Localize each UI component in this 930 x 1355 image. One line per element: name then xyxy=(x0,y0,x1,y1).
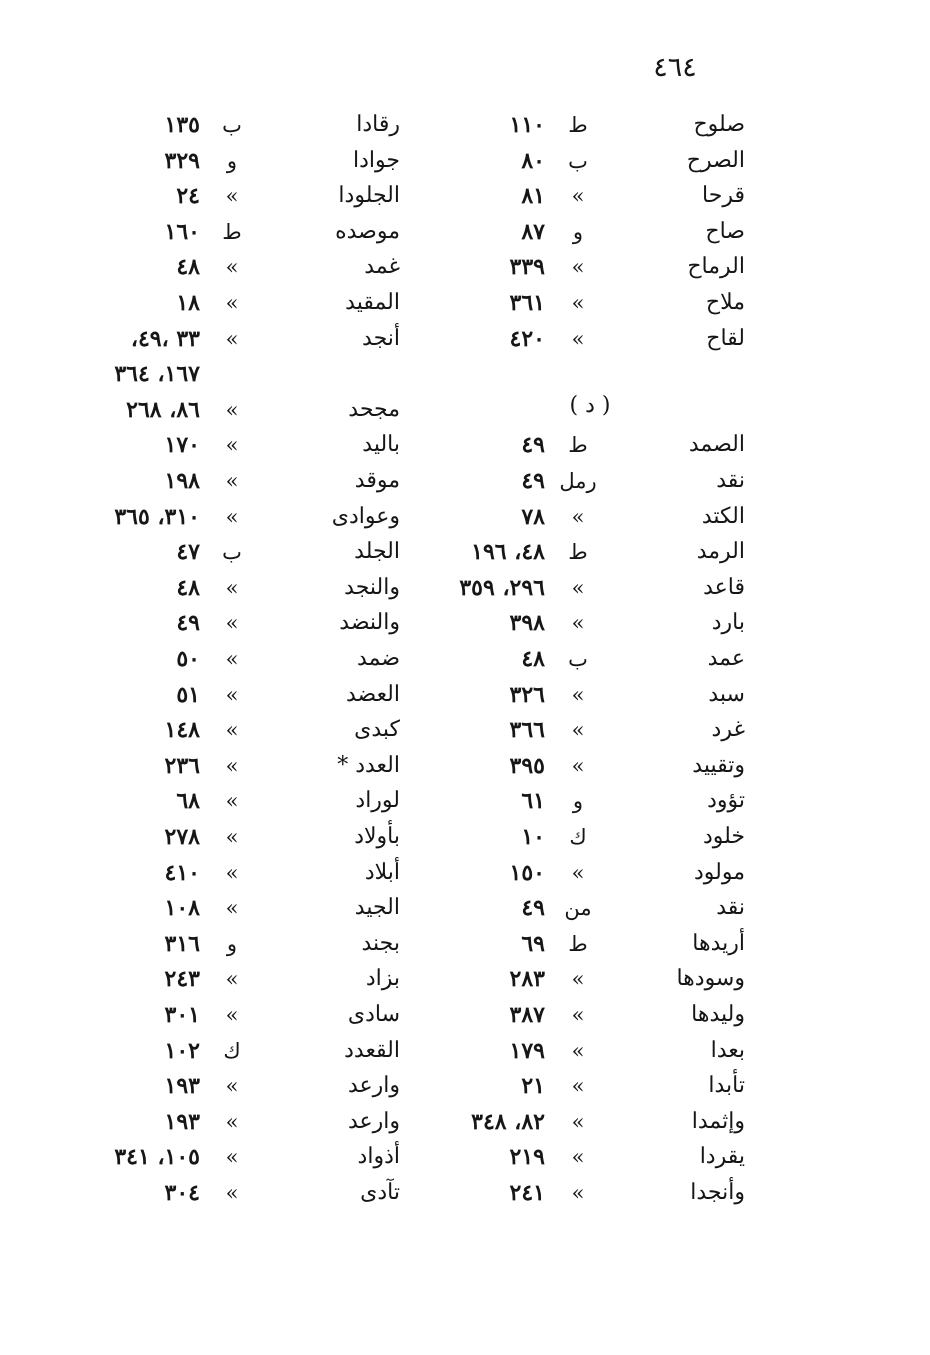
meter-2-cell: » xyxy=(225,825,239,849)
page-2-cell: ٤٩ xyxy=(176,610,200,637)
page-2-cell: ١٠٢ xyxy=(164,1037,200,1064)
page-1-cell: ١٥٠ xyxy=(509,859,545,886)
page-1-cell: ٧٨ xyxy=(521,503,545,530)
page-1-cell: ٤٩ xyxy=(521,895,545,922)
index-row xyxy=(0,463,930,499)
index-row xyxy=(0,677,930,713)
rhyme-2-cell: مجحد xyxy=(348,396,400,422)
page-2-cell: ١٠٨ xyxy=(164,895,200,922)
page-1-cell: ٣٢٦ xyxy=(509,681,545,708)
rhyme-2-cell: أبلاد xyxy=(364,859,400,885)
rhyme-2-cell: لوراد xyxy=(355,788,400,814)
page-1-cell: ٤٨، ١٩٦ xyxy=(471,539,545,566)
page-1-cell: ١٠ xyxy=(521,824,545,850)
meter-1-cell: » xyxy=(571,1145,585,1170)
index-row xyxy=(0,285,930,321)
page-1-cell: ٣٩٨ xyxy=(509,610,545,637)
rhyme-2-cell: العدد * xyxy=(337,752,400,778)
meter-1-cell: ك xyxy=(569,825,587,849)
page-2-cell: ٣٠١ xyxy=(164,1002,200,1028)
meter-1-cell: ب xyxy=(568,148,588,173)
page-2-cell: ١٤٨ xyxy=(164,717,200,744)
meter-1-cell: من xyxy=(564,896,592,921)
meter-2-cell: » xyxy=(225,326,239,351)
meter-2-cell: » xyxy=(225,184,239,209)
meter-2-cell: » xyxy=(225,291,239,315)
rhyme-2-cell: سادى xyxy=(347,1002,400,1027)
page-number: ٤٦٤ xyxy=(653,52,697,83)
rhyme-2-cell: وارعد xyxy=(347,1073,400,1099)
meter-1-cell: » xyxy=(571,1038,585,1063)
index-row xyxy=(0,819,930,855)
page-2-cell: ٤٨ xyxy=(176,574,200,601)
meter-1-cell: و xyxy=(572,789,584,814)
index-row xyxy=(0,107,930,143)
rhyme-1-cell: مولود xyxy=(693,859,745,885)
rhyme-2-cell: ضمد xyxy=(357,646,400,671)
page-1-cell: ٨٠ xyxy=(521,147,545,174)
meter-1-cell: » xyxy=(571,326,585,351)
meter-1-cell: ط xyxy=(568,540,588,565)
meter-2-cell: » xyxy=(225,1145,239,1170)
meter-1-cell: » xyxy=(571,255,585,280)
meter-1-cell: رمل xyxy=(559,469,597,493)
rhyme-1-cell: الرمد xyxy=(696,539,745,565)
rhyme-2-cell: الجيد xyxy=(354,895,400,921)
meter-2-cell: » xyxy=(225,433,239,458)
page-2-cell: ١٩٨ xyxy=(164,468,200,494)
index-row xyxy=(0,534,930,570)
rhyme-1-cell: بارد xyxy=(711,610,745,636)
rhyme-1-cell: صاح xyxy=(705,218,745,244)
rhyme-1-cell: وإثمدا xyxy=(691,1108,745,1134)
index-row xyxy=(0,321,930,357)
index-row xyxy=(0,214,930,250)
page-2-cell: ٢٣٦ xyxy=(164,752,200,779)
page-2-cell: ٤٧ xyxy=(176,539,200,566)
rhyme-2-cell: الجلودا xyxy=(338,183,400,209)
page-1-cell: ٤٩ xyxy=(521,468,545,494)
meter-2-cell: » xyxy=(225,718,239,743)
rhyme-2-cell: جوادا xyxy=(353,147,400,173)
page-1-cell: ٦١ xyxy=(521,788,545,815)
page-1-cell: ٨١ xyxy=(521,183,545,210)
rhyme-1-cell: لقاح xyxy=(706,325,745,351)
index-row xyxy=(0,356,930,392)
rhyme-1-cell: يقردا xyxy=(699,1144,745,1170)
rhyme-1-cell: سبد xyxy=(708,681,745,707)
index-row xyxy=(0,605,930,641)
rhyme-2-cell: أنجد xyxy=(362,325,400,351)
meter-2-cell: و xyxy=(226,148,238,173)
rhyme-1-cell: وسودها xyxy=(676,966,745,992)
meter-1-cell: و xyxy=(572,219,584,244)
page-1-cell: ٢٩٦، ٣٥٩ xyxy=(459,574,545,601)
index-row xyxy=(0,570,930,606)
rhyme-2-cell xyxy=(292,356,400,392)
meter-2-cell: » xyxy=(225,753,239,778)
page-1-cell: ٣٣٩ xyxy=(509,254,545,281)
index-row xyxy=(0,855,930,891)
page-1-cell: ٤٢٠ xyxy=(509,325,545,352)
rhyme-2-cell: بزاد xyxy=(365,966,400,992)
index-row xyxy=(0,748,930,784)
page-1-cell: ٣٦٦ xyxy=(509,717,545,744)
rhyme-2-cell: القعدد xyxy=(344,1037,400,1063)
rhyme-1-cell xyxy=(630,356,745,392)
rhyme-1-cell: بعدا xyxy=(710,1037,745,1063)
index-row xyxy=(0,926,930,962)
section-header: ( د ) xyxy=(569,392,611,418)
rhyme-2-cell: الجلد xyxy=(354,539,400,565)
meter-1-cell: » xyxy=(571,753,585,778)
meter-2-cell: » xyxy=(225,1003,239,1027)
rhyme-2-cell: موقد xyxy=(354,468,400,493)
meter-1-cell: ط xyxy=(568,433,588,458)
rhyme-1-cell: صلوح xyxy=(693,112,745,137)
meter-1-cell: » xyxy=(571,718,585,743)
rhyme-1-cell: نقد xyxy=(716,468,745,493)
rhyme-1-cell: الكتد xyxy=(701,503,745,529)
meter-1-cell: ط xyxy=(568,113,588,137)
meter-1-cell: » xyxy=(571,1074,585,1099)
page-1-cell: ٦٩ xyxy=(521,930,545,957)
rhyme-2-cell: المقيد xyxy=(345,290,400,315)
meter-2-cell: ب xyxy=(222,113,242,137)
rhyme-1-cell: الرماح xyxy=(687,254,745,280)
page-2-cell: ٨٦، ٢٦٨ xyxy=(126,396,200,423)
page-1-cell: ١١٠ xyxy=(509,112,545,138)
page-1-cell: ٢٨٣ xyxy=(509,966,545,993)
page-1-cell: ٤٨ xyxy=(521,646,545,672)
page-1-cell: ٢١ xyxy=(521,1073,545,1100)
index-row xyxy=(0,1175,930,1211)
page-2-cell: ٤١٠ xyxy=(164,859,200,886)
page-2-cell: ٢٤٣ xyxy=(164,966,200,993)
page-1-cell: ٤٩ xyxy=(521,432,545,459)
index-row xyxy=(0,961,930,997)
rhyme-2-cell: رقادا xyxy=(356,112,400,137)
meter-2-cell: » xyxy=(225,504,239,529)
rhyme-1-cell: أريدها xyxy=(692,930,745,956)
page-1-cell: ٣٩٥ xyxy=(509,752,545,779)
index-row xyxy=(0,1139,930,1175)
index-row xyxy=(0,997,930,1033)
page-1-cell: ٣٨٧ xyxy=(509,1002,545,1028)
meter-1-cell: » xyxy=(571,291,585,315)
meter-2-cell: » xyxy=(225,789,239,814)
page-2-cell: ٣٣ ،٤٩، xyxy=(130,325,200,352)
meter-2-cell: » xyxy=(225,397,239,422)
rhyme-2-cell: موصده xyxy=(335,218,400,244)
meter-1-cell: ب xyxy=(568,647,588,671)
rhyme-1-cell: قاعد xyxy=(703,574,745,600)
page-2-cell: ١٠٥، ٣٤١ xyxy=(114,1144,200,1171)
rhyme-1-cell: قرحا xyxy=(702,183,745,209)
meter-2-cell: » xyxy=(225,575,239,600)
rhyme-1-cell: ملاح xyxy=(705,290,745,315)
page-1-cell: ١٧٩ xyxy=(509,1037,545,1064)
meter-1-cell: » xyxy=(571,1109,585,1134)
rhyme-2-cell: العضد xyxy=(345,681,400,707)
rhyme-1-cell: وتقييد xyxy=(692,752,745,778)
rhyme-2-cell: غمد xyxy=(364,254,400,280)
meter-1-cell: » xyxy=(571,682,585,707)
meter-2-cell: ب xyxy=(222,540,242,565)
rhyme-1-cell: وأنجدا xyxy=(690,1180,745,1205)
meter-2-cell: » xyxy=(225,682,239,707)
page-1-cell xyxy=(420,356,545,392)
page-2-cell: ١٣٥ xyxy=(164,112,200,138)
page-2-cell: ٤٨ xyxy=(176,254,200,281)
rhyme-2-cell: أذواد xyxy=(357,1144,400,1170)
rhyme-1-cell: الصمد xyxy=(688,432,745,458)
index-row xyxy=(0,392,930,428)
page-2-cell: ١٩٣ xyxy=(164,1073,200,1100)
index-row xyxy=(0,249,930,285)
rhyme-2-cell: تآدى xyxy=(360,1180,400,1205)
rhyme-2-cell: بأولاد xyxy=(354,824,400,849)
meter-1-cell: » xyxy=(571,860,585,885)
rhyme-1-cell: خلود xyxy=(702,824,745,849)
page-1-cell: ٢٤١ xyxy=(509,1180,545,1206)
meter-2-cell: » xyxy=(225,860,239,885)
rhyme-1-cell: تأبدا xyxy=(708,1073,745,1099)
page-2-cell: ١٦٠ xyxy=(164,218,200,245)
meter-2-cell: ط xyxy=(222,219,242,244)
meter-1-cell: » xyxy=(571,967,585,992)
page-2-cell: ٢٧٨ xyxy=(164,824,200,850)
meter-1-cell: » xyxy=(571,575,585,600)
meter-2-cell: » xyxy=(225,967,239,992)
page-2-cell: ٥١ xyxy=(176,681,200,708)
index-row xyxy=(0,499,930,535)
meter-2-cell: » xyxy=(225,469,239,493)
page-2-cell: ٣١٠، ٣٦٥ xyxy=(114,503,200,530)
rhyme-2-cell: كبدى xyxy=(354,717,400,743)
meter-1-cell: » xyxy=(571,1181,585,1205)
page-1-cell: ٢١٩ xyxy=(509,1144,545,1171)
page-2-cell: ٥٠ xyxy=(176,646,200,672)
meter-1-cell: » xyxy=(571,504,585,529)
index-row xyxy=(0,143,930,179)
page-1-cell: ٨٢، ٣٤٨ xyxy=(471,1108,545,1135)
meter-1-cell xyxy=(548,356,608,392)
rhyme-1-cell: نقد xyxy=(716,895,745,921)
meter-2-cell: » xyxy=(225,255,239,280)
rhyme-2-cell: بجند xyxy=(361,930,400,956)
rhyme-1-cell: الصرح xyxy=(686,147,745,173)
page-2-cell: ١٧٠ xyxy=(164,432,200,459)
index-row xyxy=(0,1068,930,1104)
meter-1-cell: ط xyxy=(568,931,588,956)
page-1-cell: ٣٦١ xyxy=(509,290,545,316)
page-2-cell: ٣٠٤ xyxy=(164,1180,200,1206)
index-row xyxy=(0,427,930,463)
meter-1-cell: » xyxy=(571,611,585,636)
meter-2-cell: » xyxy=(225,896,239,921)
meter-2-cell: » xyxy=(225,1181,239,1205)
page-2-cell: ٦٨ xyxy=(176,788,200,815)
rhyme-1-cell: وليدها xyxy=(691,1002,745,1027)
page-2-cell: ٣٢٩ xyxy=(164,147,200,174)
meter-2-cell: و xyxy=(226,931,238,956)
meter-1-cell: » xyxy=(571,184,585,209)
meter-2-cell xyxy=(202,356,262,392)
rhyme-2-cell: باليد xyxy=(362,432,400,458)
meter-2-cell: » xyxy=(225,1074,239,1099)
meter-2-cell: ك xyxy=(223,1038,241,1063)
rhyme-1-cell: غرد xyxy=(711,717,745,743)
meter-1-cell: » xyxy=(571,1003,585,1027)
page-2-cell: ١٨ xyxy=(176,290,200,316)
index-row xyxy=(0,641,930,677)
index-row xyxy=(0,178,930,214)
meter-2-cell: » xyxy=(225,1109,239,1134)
index-row xyxy=(0,1033,930,1069)
page-1-cell: ٨٧ xyxy=(521,218,545,245)
rhyme-2-cell: والنجد xyxy=(344,574,400,600)
rhyme-1-cell: تؤود xyxy=(707,788,745,814)
rhyme-2-cell: وعوادى xyxy=(331,503,400,529)
rhyme-2-cell: وارعد xyxy=(347,1108,400,1134)
page-2-cell: ٣١٦ xyxy=(164,930,200,957)
meter-2-cell: » xyxy=(225,647,239,671)
rhyme-1-cell: عمد xyxy=(707,646,745,671)
index-row xyxy=(0,783,930,819)
rhyme-2-cell: والنضد xyxy=(339,610,400,636)
index-row xyxy=(0,1104,930,1140)
page-2-cell: ٢٤ xyxy=(176,183,200,210)
page-2-cell: ١٩٣ xyxy=(164,1108,200,1135)
page-2-cell: ١٦٧، ٣٦٤ xyxy=(114,361,200,388)
index-row xyxy=(0,712,930,748)
index-row xyxy=(0,890,930,926)
meter-2-cell: » xyxy=(225,611,239,636)
